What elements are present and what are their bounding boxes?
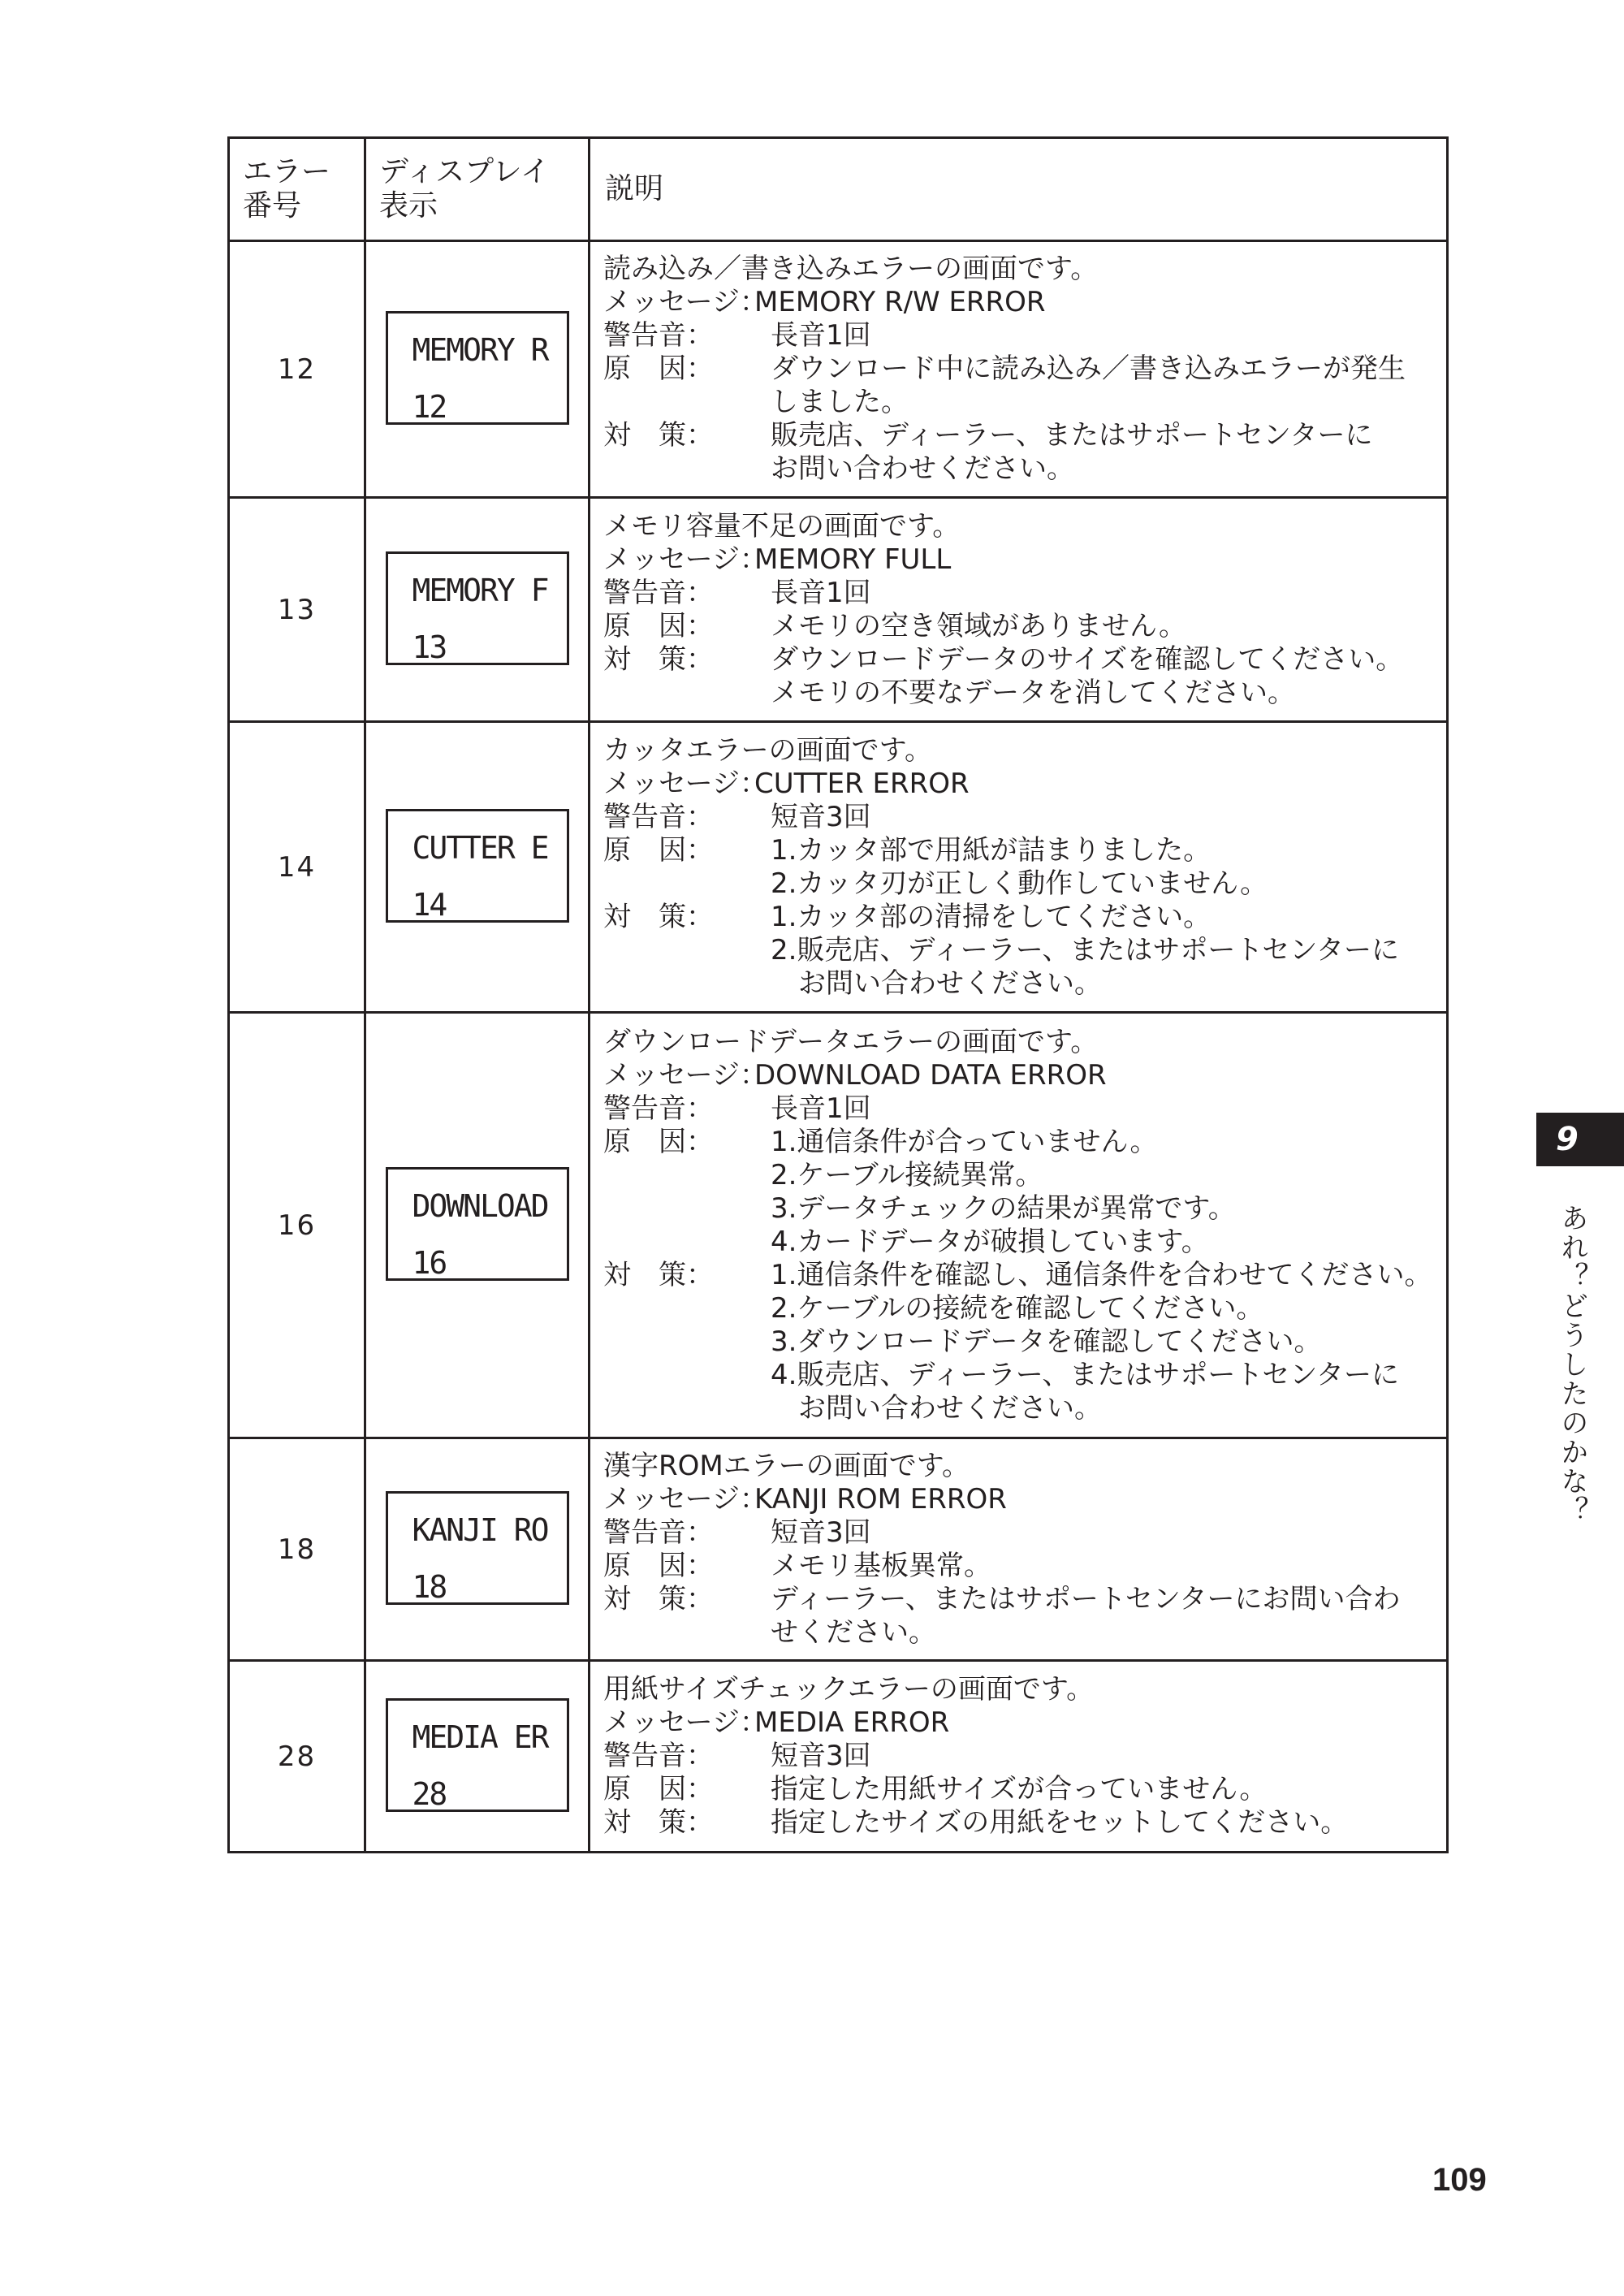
action-line: せください。 [771,1615,936,1649]
header-display-line1: ディスプレイ [379,155,550,188]
lcd-line: MEMORY F [412,572,548,608]
action-value [771,901,1446,1001]
header-display [365,138,590,241]
action-line: お問い合わせください。 [771,452,1074,485]
header-error-number-line1: エラー [243,155,331,188]
cause-line: メモリの空き領域がありません。 [771,609,1187,642]
message-value: DOWNLOAD DATA ERROR [754,1058,1107,1092]
message-value: CUTTER ERROR [754,767,970,800]
warning-sound-value: 短音3回 [771,1740,871,1772]
header-error-number [229,138,365,241]
table-row [229,498,1448,722]
lcd-line: 13 [412,629,447,665]
description-cell [590,1013,1448,1438]
header-error-number-line2: 番号 [243,189,302,223]
table-row [229,722,1448,1013]
error-number: 12 [229,241,365,498]
action-line: お問い合わせください。 [798,1391,1102,1425]
action-value [771,1583,1446,1650]
description-intro: カッタエラーの画面です。 [603,733,932,767]
message-label: メッセージ： [603,543,767,576]
lcd-line: 12 [412,388,447,425]
cause-label: 原 因： [603,833,714,867]
description-cell [590,498,1448,722]
action-line: 2.ケーブルの接続を確認してください。 [771,1291,1264,1325]
description-intro: 読み込み／書き込みエラーの画面です。 [603,253,1099,285]
cause-value [771,610,1446,643]
warning-sound-value: 長音1回 [771,319,871,352]
message-label: メッセージ： [603,286,767,318]
description-intro: ダウンロードデータエラーの画面です。 [603,1025,1099,1058]
display-cell [365,1661,590,1853]
action-label: 対 策： [603,419,714,452]
cause-line: しました。 [771,386,909,418]
lcd-line: MEDIA ER [412,1719,548,1755]
action-value [771,643,1446,710]
description-details [603,767,1446,1001]
chapter-number: 9 [1556,1121,1579,1158]
message-value: KANJI ROM ERROR [754,1482,1007,1516]
cause-line: 1.カッタ部で用紙が詰まりました。 [771,833,1212,867]
action-line: メモリの不要なデータを消してください。 [771,676,1295,709]
description-details [603,1706,1446,1840]
action-line: 4.販売店、ディーラー、またはサポートセンターに [771,1358,1399,1391]
lcd-line: 28 [412,1775,447,1812]
lcd-display [386,809,569,923]
error-number: 14 [229,722,365,1013]
description-intro: 用紙サイズチェックエラーの画面です。 [603,1673,1095,1706]
warning-sound-label: 警告音： [603,800,714,833]
lcd-display [386,1167,569,1281]
lcd-line: 16 [412,1244,447,1281]
display-cell [365,1013,590,1438]
error-number: 18 [229,1438,365,1661]
cause-line: 1.通信条件が合っていません。 [771,1125,1158,1158]
cause-label: 原 因： [603,352,714,385]
display-cell [365,722,590,1013]
description-details [603,1059,1446,1425]
display-cell [365,498,590,722]
message-value: MEMORY FULL [754,543,952,576]
action-line: 1.カッタ部の清掃をしてください。 [771,900,1212,933]
message-label: メッセージ： [603,1706,767,1739]
lcd-line: DOWNLOAD [412,1187,548,1224]
cause-value [771,1126,1446,1259]
warning-sound-value: 短音3回 [771,800,871,833]
message-label: メッセージ： [603,1482,767,1516]
action-line: 1.通信条件を確認し、通信条件を合わせてください。 [771,1258,1432,1291]
error-number: 16 [229,1013,365,1438]
action-value [771,1259,1446,1425]
warning-sound-value: 短音3回 [771,1516,871,1549]
message-value: MEMORY R/W ERROR [754,286,1046,318]
message-value: MEDIA ERROR [754,1706,950,1739]
description-intro: 漢字ROMエラーの画面です。 [603,1449,970,1482]
description-cell [590,241,1448,498]
warning-sound-value: 長音1回 [771,576,871,609]
chapter-caption: あれ？どうしたのかな？ [1556,1204,1588,1525]
lcd-line: 14 [412,886,447,923]
description-intro: メモリ容量不足の画面です。 [603,509,961,543]
description-details [603,286,1446,486]
action-line: 2.販売店、ディーラー、またはサポートセンターに [771,933,1399,966]
lcd-line: MEMORY R [412,331,548,368]
cause-label: 原 因： [603,1549,714,1582]
action-value [771,419,1446,486]
description-cell [590,1438,1448,1661]
action-line: ダウンロードデータのサイズを確認してください。 [771,642,1404,676]
lcd-line: CUTTER E [412,829,548,866]
table-header-row [229,138,1448,241]
action-label: 対 策： [603,1258,714,1291]
cause-label: 原 因： [603,609,714,642]
table-body [229,241,1448,1853]
cause-value [771,1550,1446,1583]
cause-value [771,352,1446,419]
warning-sound-label: 警告音： [603,1516,714,1549]
action-line: お問い合わせください。 [798,966,1102,1000]
warning-sound-label: 警告音： [603,1092,714,1125]
error-code-table [227,136,1449,1853]
lcd-display [386,551,569,665]
cause-label: 原 因： [603,1125,714,1158]
chapter-tab [1536,1113,1624,1166]
cause-line: 3.データチェックの結果が異常です。 [771,1191,1236,1225]
lcd-display [386,1698,569,1812]
warning-sound-value: 長音1回 [771,1092,871,1125]
warning-sound-label: 警告音： [603,1740,714,1772]
cause-line: 2.ケーブル接続異常。 [771,1158,1043,1191]
header-display-line2: 表示 [379,189,438,223]
action-label: 対 策： [603,900,714,933]
cause-line: メモリ基板異常。 [771,1549,991,1582]
table-row [229,1438,1448,1661]
lcd-line: KANJI RO [412,1511,548,1548]
description-details [603,1483,1446,1650]
table-row [229,241,1448,498]
action-line: 販売店、ディーラー、またはサポートセンターに [771,419,1373,452]
cause-value [771,1773,1446,1806]
description-cell [590,1661,1448,1853]
action-label: 対 策： [603,1582,714,1615]
action-line: 3.ダウンロードデータを確認してください。 [771,1325,1322,1358]
cause-line: 指定した用紙サイズが合っていません。 [771,1773,1268,1805]
page-number: 109 [1432,2162,1487,2198]
action-line: 指定したサイズの用紙をセットしてください。 [771,1806,1349,1839]
cause-line: ダウンロード中に読み込み／書き込みエラーが発生 [771,352,1406,385]
warning-sound-label: 警告音： [603,319,714,352]
lcd-display [386,1491,569,1605]
action-label: 対 策： [603,642,714,676]
cause-line: 2.カッタ刃が正しく動作していません。 [771,867,1268,900]
cause-line: 4.カードデータが破損しています。 [771,1225,1209,1258]
warning-sound-label: 警告音： [603,576,714,609]
header-description: 説明 [590,138,1448,241]
action-label: 対 策： [603,1806,714,1839]
action-value [771,1806,1446,1840]
message-label: メッセージ： [603,1058,767,1092]
display-cell [365,241,590,498]
error-number: 28 [229,1661,365,1853]
description-cell [590,722,1448,1013]
action-line: ディーラー、またはサポートセンターにお問い合わ [771,1582,1401,1615]
table-row [229,1661,1448,1853]
display-cell [365,1438,590,1661]
message-label: メッセージ： [603,767,767,800]
lcd-line: 18 [412,1568,447,1605]
description-details [603,543,1446,710]
cause-label: 原 因： [603,1773,714,1805]
table-row [229,1013,1448,1438]
cause-value [771,834,1446,901]
error-number: 13 [229,498,365,722]
lcd-display [386,311,569,425]
